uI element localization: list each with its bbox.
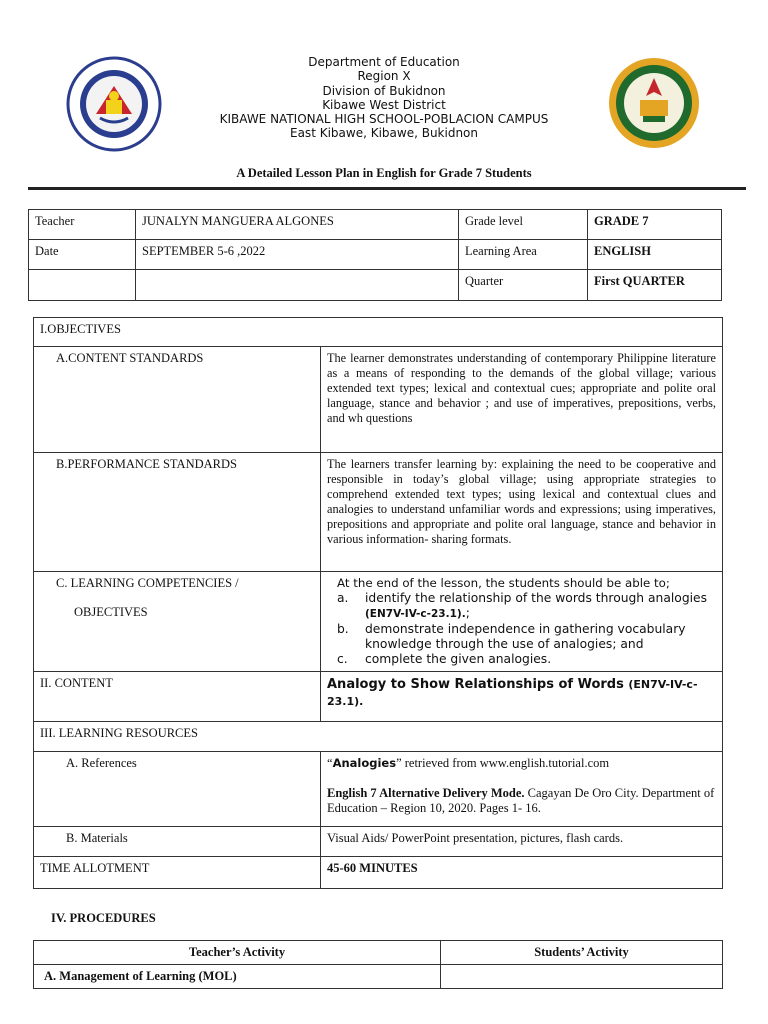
teacher-activity-header: Teacher’s Activity <box>34 941 441 965</box>
date-label: Date <box>29 240 136 270</box>
date-value: SEPTEMBER 5-6 ,2022 <box>136 240 459 270</box>
procedures-table <box>33 940 723 989</box>
objectives-heading: I.OBJECTIVES <box>34 318 723 347</box>
competencies-label-line2: OBJECTIVES <box>74 605 148 619</box>
header-line-6: East Kibawe, Kibawe, Bukidnon <box>290 126 478 140</box>
time-allotment-value: 45-60 MINUTES <box>321 857 723 889</box>
time-allotment-label: TIME ALLOTMENT <box>34 857 321 889</box>
teacher-value: JUNALYN MANGUERA ALGONES <box>136 210 459 240</box>
header-line-2: Region X <box>357 69 411 83</box>
header-line-1: Department of Education <box>308 55 460 69</box>
mol-row: A. Management of Learning (MOL) <box>34 965 441 989</box>
content-value: Analogy to Show Relationships of Words (EN7V-IV-c-23.1). <box>321 672 723 722</box>
quarter-value: First QUARTER <box>588 270 722 301</box>
content-standards-label: A.CONTENT STANDARDS <box>34 347 321 453</box>
materials-value: Visual Aids/ PowerPoint presentation, pictures, flash cards. <box>321 827 723 857</box>
quarter-label: Quarter <box>459 270 588 301</box>
references-label: A. References <box>34 752 321 827</box>
competency-code: (EN7V-IV-c-23.1). <box>365 608 466 620</box>
grade-label: Grade level <box>459 210 588 240</box>
teacher-label: Teacher <box>29 210 136 240</box>
competencies-label-line1: C. LEARNING COMPETENCIES / <box>56 576 239 590</box>
competencies-label <box>34 572 321 672</box>
empty-cell <box>29 270 136 301</box>
competency-item: c. complete the given analogies. <box>337 652 552 666</box>
header-line-5: KIBAWE NATIONAL HIGH SCHOOL-POBLACION CAMPUS <box>219 112 549 126</box>
grade-value: GRADE 7 <box>588 210 722 240</box>
header-line-3: Division of Bukidnon <box>322 84 446 98</box>
performance-standards-label: B.PERFORMANCE STANDARDS <box>34 453 321 572</box>
materials-label: B. Materials <box>34 827 321 857</box>
competency-item: a. identify the relationship of the words through analogies (EN7V-IV-c-23.1).; <box>337 591 708 620</box>
area-label: Learning Area <box>459 240 588 270</box>
competencies-content <box>321 572 723 672</box>
resources-heading: III. LEARNING RESOURCES <box>34 722 723 752</box>
header-line-4: Kibawe West District <box>322 98 446 112</box>
content-standards-text: The learner demonstrates understanding of contemporary Philippine literature as a means of responding to the demands of the global village; various extended text types; lexical and contextual cues; appropriate and polite oral language, stance and behavior ; and use of imperatives, prepositions, verbs, and wh questions <box>321 347 723 453</box>
empty-cell <box>441 965 723 989</box>
competency-item: b. demonstrate independence in gathering vocabulary knowledge through the use of analogies; and <box>337 622 686 651</box>
references-content <box>321 752 723 827</box>
title-divider <box>28 187 746 190</box>
competencies-intro: At the end of the lesson, the students should be able to; <box>337 576 670 590</box>
content-heading: II. CONTENT <box>34 672 321 722</box>
references-line-1: “Analogies” retrieved from www.english.tutorial.com <box>327 756 610 770</box>
document-title: A Detailed Lesson Plan in English for Grade 7 Students <box>236 166 532 180</box>
info-table <box>28 209 722 301</box>
students-activity-header: Students’ Activity <box>441 941 723 965</box>
empty-cell <box>136 270 459 301</box>
references-line-2: English 7 Alternative Delivery Mode. Cagayan De Oro City. Department of Education – Region 10, 2020. Pages 1- 16. <box>327 786 715 815</box>
competencies-list <box>337 591 716 667</box>
procedures-heading: IV. PROCEDURES <box>51 911 156 925</box>
area-value: ENGLISH <box>588 240 722 270</box>
performance-standards-text: The learners transfer learning by: explaining the need to be cooperative and responsible in today’s global village; using appropriate strategies to comprehend extended text types; using lexical and contextual clues and analogies to understand unfamiliar words and expressions; using imperatives, prepositions and appropriate and polite oral language, stance and behavior in various information- sharing formats. <box>321 453 723 572</box>
lesson-plan-table <box>33 317 723 889</box>
